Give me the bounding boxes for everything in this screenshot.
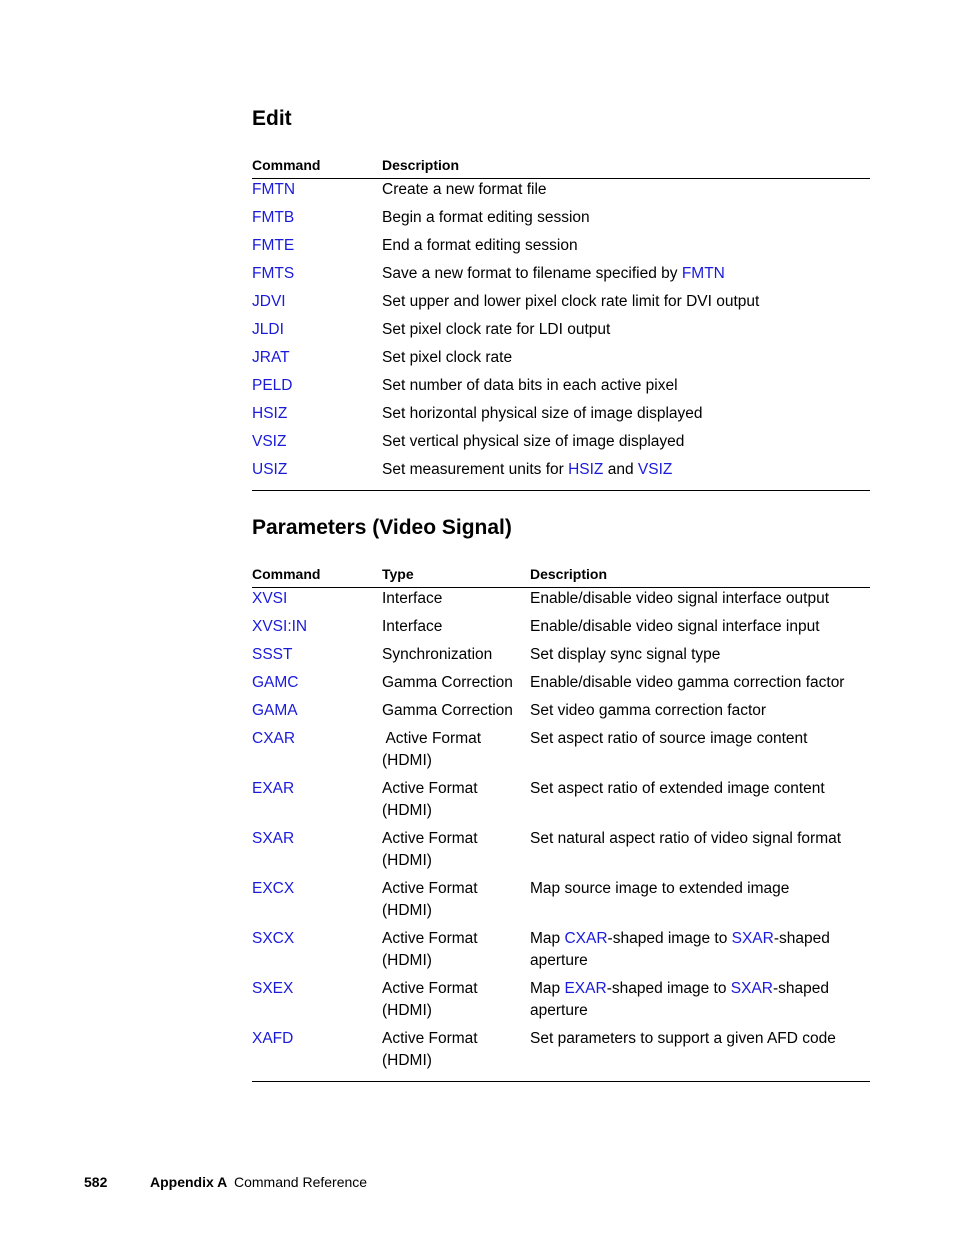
description-text: Enable/disable video signal interface output (530, 590, 830, 607)
description-text: Begin a format editing session (382, 209, 590, 226)
description-text: Set upper and lower pixel clock rate limit for DVI output (382, 293, 760, 310)
type-cell (382, 644, 530, 672)
command-link[interactable]: XVSI:IN (252, 618, 308, 635)
footer-title: Command Reference (234, 1174, 368, 1190)
description-text: Create a new format file (382, 181, 547, 198)
table-row (252, 179, 870, 208)
type-text: (HDMI) (382, 852, 432, 869)
command-cell (252, 928, 382, 978)
command-cell (252, 459, 382, 491)
table-row (252, 459, 870, 491)
command-cell (252, 431, 382, 459)
description-cell (382, 179, 870, 208)
table-row (252, 672, 870, 700)
type-text: Gamma Correction (382, 674, 513, 691)
command-cell (252, 616, 382, 644)
description-text: Map source image to extended image (530, 880, 790, 897)
params-heading: Parameters (Video Signal) (252, 516, 512, 539)
command-cell (252, 291, 382, 319)
table-row (252, 828, 870, 878)
command-link[interactable]: JLDI (252, 321, 284, 338)
edit-heading: Edit (252, 107, 292, 130)
edit-table-header (252, 157, 870, 179)
description-text: Set measurement units for (382, 461, 569, 478)
description-text: Set video gamma correction factor (530, 702, 767, 719)
description-cell (530, 928, 870, 978)
description-text: and (603, 461, 638, 478)
command-link[interactable]: HSIZ (252, 405, 288, 422)
table-row (252, 403, 870, 431)
command-link[interactable]: USIZ (252, 461, 288, 478)
command-cell (252, 700, 382, 728)
description-text: Set pixel clock rate for LDI output (382, 321, 611, 338)
command-link[interactable]: EXAR (564, 980, 607, 997)
type-cell (382, 700, 530, 728)
command-cell (252, 644, 382, 672)
type-cell (382, 878, 530, 928)
type-cell (382, 728, 530, 778)
type-text: Gamma Correction (382, 702, 513, 719)
edit-header-description: Description (382, 157, 870, 179)
command-link[interactable]: PELD (252, 377, 293, 394)
description-text: Set vertical physical size of image displayed (382, 433, 685, 450)
description-cell (382, 347, 870, 375)
table-row (252, 644, 870, 672)
command-cell (252, 263, 382, 291)
type-text: (HDMI) (382, 752, 432, 769)
command-link[interactable]: EXAR (252, 780, 295, 797)
description-cell (530, 728, 870, 778)
type-text: Active Format (382, 830, 478, 847)
description-text: Set display sync signal type (530, 646, 721, 663)
table-row (252, 347, 870, 375)
params-table-body (252, 588, 870, 1082)
command-link[interactable]: SSST (252, 646, 293, 663)
edit-section (252, 107, 870, 491)
command-link[interactable]: CXAR (564, 930, 608, 947)
type-text: (HDMI) (382, 802, 432, 819)
edit-header-command: Command (252, 157, 382, 179)
command-link[interactable]: JDVI (252, 293, 286, 310)
command-cell (252, 347, 382, 375)
command-cell (252, 403, 382, 431)
description-text: Map (530, 930, 565, 947)
command-link[interactable]: FMTN (681, 265, 725, 282)
description-cell (382, 403, 870, 431)
command-cell (252, 235, 382, 263)
type-cell (382, 1028, 530, 1082)
type-text: Active Format (382, 980, 478, 997)
params-header-description: Description (530, 566, 870, 588)
description-cell (382, 375, 870, 403)
description-text: End a format editing session (382, 237, 578, 254)
params-header-type: Type (382, 566, 530, 588)
command-link[interactable]: VSIZ (637, 461, 673, 478)
params-table-header (252, 566, 870, 588)
type-text: (HDMI) (382, 902, 432, 919)
type-text: (HDMI) (382, 952, 432, 969)
command-cell (252, 179, 382, 208)
command-cell (252, 588, 382, 617)
command-cell (252, 672, 382, 700)
table-row (252, 235, 870, 263)
description-text: Set number of data bits in each active pixel (382, 377, 678, 394)
command-cell (252, 375, 382, 403)
command-link[interactable]: EXCX (252, 880, 295, 897)
command-link[interactable]: VSIZ (252, 433, 287, 450)
command-cell (252, 1028, 382, 1082)
command-link[interactable]: GAMC (252, 674, 299, 691)
description-cell (382, 291, 870, 319)
description-cell (530, 672, 870, 700)
table-row (252, 263, 870, 291)
table-row (252, 616, 870, 644)
table-row (252, 291, 870, 319)
type-text: Active Format (382, 730, 482, 747)
params-section (252, 516, 870, 1082)
description-text: -shaped aperture (530, 930, 830, 969)
description-text: Enable/disable video gamma correction factor (530, 674, 845, 691)
description-cell (382, 319, 870, 347)
edit-table-body (252, 179, 870, 491)
command-link[interactable]: SXAR (252, 830, 295, 847)
type-cell (382, 928, 530, 978)
description-text: Set natural aspect ratio of video signal format (530, 830, 842, 847)
description-text: Set aspect ratio of extended image content (530, 780, 825, 797)
type-text: Active Format (382, 880, 478, 897)
description-cell (382, 207, 870, 235)
description-cell (530, 1028, 870, 1082)
table-row (252, 588, 870, 617)
description-text: -shaped image to (607, 930, 732, 947)
table-row (252, 1028, 870, 1082)
page-number: 582 (84, 1174, 108, 1190)
command-link[interactable]: SXEX (252, 980, 294, 997)
description-cell (530, 644, 870, 672)
command-cell (252, 207, 382, 235)
type-text: (HDMI) (382, 1052, 432, 1069)
description-cell (530, 778, 870, 828)
description-cell (382, 431, 870, 459)
command-link[interactable]: FMTN (252, 181, 296, 198)
description-text: Set pixel clock rate (382, 349, 513, 366)
description-cell (530, 878, 870, 928)
description-text: Map (530, 980, 565, 997)
description-text: Set horizontal physical size of image displayed (382, 405, 703, 422)
description-cell (530, 828, 870, 878)
edit-table (252, 157, 870, 491)
type-text: (HDMI) (382, 1002, 432, 1019)
command-link[interactable]: SXAR (731, 930, 774, 947)
type-cell (382, 778, 530, 828)
description-text: -shaped aperture (530, 980, 829, 1019)
type-text: Active Format (382, 1030, 478, 1047)
table-row (252, 978, 870, 1028)
table-row (252, 878, 870, 928)
description-cell (382, 263, 870, 291)
description-text: Save a new format to filename specified by (382, 265, 682, 282)
table-row (252, 778, 870, 828)
type-text: Interface (382, 618, 443, 635)
command-link[interactable]: HSIZ (568, 461, 604, 478)
description-cell (382, 459, 870, 491)
command-link[interactable]: JRAT (252, 349, 290, 366)
command-link[interactable]: SXCX (252, 930, 295, 947)
description-text: Set parameters to support a given AFD code (530, 1030, 836, 1047)
type-cell (382, 978, 530, 1028)
type-text: Interface (382, 590, 443, 607)
description-cell (530, 700, 870, 728)
type-text: Active Format (382, 930, 478, 947)
table-row (252, 700, 870, 728)
command-cell (252, 978, 382, 1028)
command-link[interactable]: FMTE (252, 237, 295, 254)
command-link[interactable]: SXAR (730, 980, 773, 997)
command-link[interactable]: FMTS (252, 265, 295, 282)
command-cell (252, 828, 382, 878)
command-cell (252, 878, 382, 928)
params-table (252, 566, 870, 1082)
type-text: Active Format (382, 780, 478, 797)
type-cell (382, 588, 530, 617)
table-row (252, 319, 870, 347)
table-row (252, 928, 870, 978)
description-cell (530, 588, 870, 617)
description-text: -shaped image to (606, 980, 731, 997)
command-link[interactable]: XAFD (252, 1030, 294, 1047)
command-link[interactable]: FMTB (252, 209, 295, 226)
command-cell (252, 319, 382, 347)
footer-appendix: Appendix A (150, 1174, 228, 1190)
table-row (252, 375, 870, 403)
type-cell (382, 828, 530, 878)
table-row (252, 207, 870, 235)
command-link[interactable]: GAMA (252, 702, 298, 719)
command-link[interactable]: CXAR (252, 730, 296, 747)
command-cell (252, 728, 382, 778)
description-text: Enable/disable video signal interface input (530, 618, 820, 635)
description-cell (382, 235, 870, 263)
command-cell (252, 778, 382, 828)
command-link[interactable]: XVSI (252, 590, 288, 607)
description-text: Set aspect ratio of source image content (530, 730, 808, 747)
description-cell (530, 616, 870, 644)
table-row (252, 728, 870, 778)
params-header-command: Command (252, 566, 382, 588)
table-row (252, 431, 870, 459)
type-cell (382, 672, 530, 700)
type-text: Synchronization (382, 646, 493, 663)
description-cell (530, 978, 870, 1028)
type-cell (382, 616, 530, 644)
